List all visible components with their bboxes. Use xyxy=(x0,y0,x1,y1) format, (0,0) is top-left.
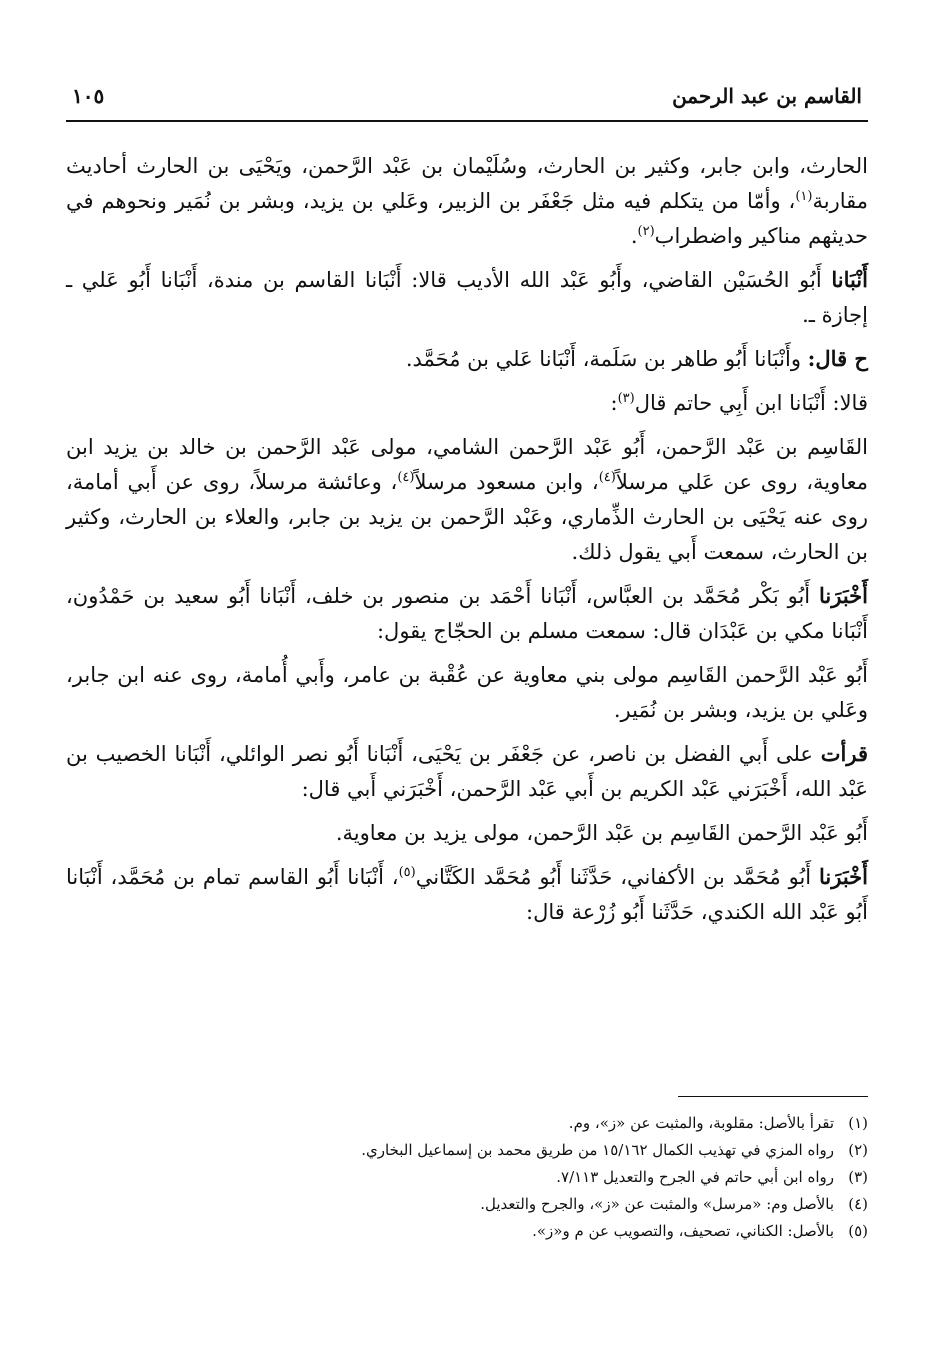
footnote: (٥)بالأصل: الكناني، تصحيف، والتصويب عن م و«ز». xyxy=(532,1222,868,1240)
paragraph: قالا: أَنْبَانا ابن أَبِي حاتم قال$^{(٣)}$: xyxy=(610,391,868,415)
running-head: القاسم بن عبد الرحمن xyxy=(672,84,862,108)
footnote-ref: (٤) xyxy=(397,470,415,485)
paragraph: القَاسِم بن عَبْد الرَّحمن، أَبُو عَبْد الرَّحمن الشامي، مولى عَبْد الرَّحمن بن خالد بن يزيد ابن معاوية، روى عن عَلي مرسلاً$^{(٤)}$، وابن مسعود مرسلاً$^{(٤)}$، وعائشة مرسلاً، روى عن أَبي أمامة، روى عنه يَحْيَى بن الحارث الذِّماري، وعَبْد الرَّحمن بن يزيد بن جابر، والعلاء بن الحارث، وكثير بن الحارث، سمعت أَبي يقول ذلك. xyxy=(66,435,868,564)
paragraph: أَنْبَانا أَبُو الحُسَيْن القاضي، وأَبُو عَبْد الله الأديب قالا: أَنْبَانا القاسم بن مندة، أَنْبَانا أَبُو عَلي ـ إجازة ـ. xyxy=(66,267,868,327)
footnote-ref: (١) xyxy=(795,189,813,204)
paragraph: أَبُو عَبْد الرَّحمن القَاسِم بن عَبْد الرَّحمن، مولى يزيد بن معاوية. xyxy=(335,821,868,845)
footnote: (٣)رواه ابن أبي حاتم في الجرح والتعديل ٧/١١٣. xyxy=(556,1168,868,1186)
footnote: (٤)بالأصل وم: «مرسل» والمثبت عن «ز»، والجرح والتعديل. xyxy=(480,1195,868,1213)
footnotes xyxy=(66,1110,868,1245)
paragraph: أَخْبَرَنا أَبُو مُحَمَّد بن الأكفاني، حَدَّثَنا أَبُو مُحَمَّد الكَتَّاني$^{(٥)}$، أَنْبَانا أَبُو القاسم تمام بن مُحَمَّد، أَنْبَانا أَبُو عَبْد الله الكندي، حَدَّثَنا أَبُو زُرْعة قال: xyxy=(66,864,868,924)
paragraph: الحارث، وابن جابر، وكثير بن الحارث، وسُلَيْمان بن عَبْد الرَّحمن، ويَحْيَى بن الحارث أحاديث مقاربة$^{(١)}$، وأمّا من يتكلم فيه مثل جَعْفَر بن الزبير، وعَلي بن يزيد، وبشر بن نُمَير ونحوهم في حديثهم مناكير واضطراب$^{(٢)}$. xyxy=(66,154,868,248)
footnote: (١)تقرأ بالأصل: مقلوبة، والمثبت عن «ز»، وم. xyxy=(568,1114,868,1132)
footnote-separator xyxy=(678,1096,868,1097)
paragraph: قرأت على أَبي الفضل بن ناصر، عن جَعْفَر بن يَحْيَى، أَنْبَانا أَبُو نصر الوائلي، أَنْبَانا الخصيب بن عَبْد الله، أَخْبَرَني عَبْد الكريم بن أَبي عَبْد الرَّحمن، أَخْبَرَني أَبي قال: xyxy=(66,741,868,801)
page-number: ١٠٥ xyxy=(72,84,105,108)
footnote: (٢)رواه المزي في تهذيب الكمال ١٥/١٦٢ من طريق محمد بن إسماعيل البخاري. xyxy=(361,1141,868,1159)
paragraph: أَبُو عَبْد الرَّحمن القَاسِم مولى بني معاوية عن عُقْبة بن عامر، وأَبي أُمامة، روى عنه ابن جابر، وعَلي بن يزيد، وبشر بن نُمَير. xyxy=(66,663,868,722)
paragraph: أَخْبَرَنا أَبُو بَكْر مُحَمَّد بن العبَّاس، أَنْبَانا أَحْمَد بن منصور بن خلف، أَنْبَانا أَبُو سعيد بن حَمْدُون، أَنْبَانا مكي بن عَبْدَان قال: سمعت مسلم بن الحجّاج يقول: xyxy=(66,583,868,643)
footnote-ref: (٤) xyxy=(598,470,616,485)
footnote-ref: (٣) xyxy=(617,391,635,406)
body-text xyxy=(66,148,868,938)
footnote-ref: (٢) xyxy=(637,224,655,239)
footnote-ref: (٥) xyxy=(398,865,416,880)
page-header xyxy=(66,84,868,122)
paragraph: ح قال: وأَنْبَانا أَبُو طاهر بن سَلَمة، أَنْبَانا عَلي بن مُحَمَّد. xyxy=(405,346,868,371)
